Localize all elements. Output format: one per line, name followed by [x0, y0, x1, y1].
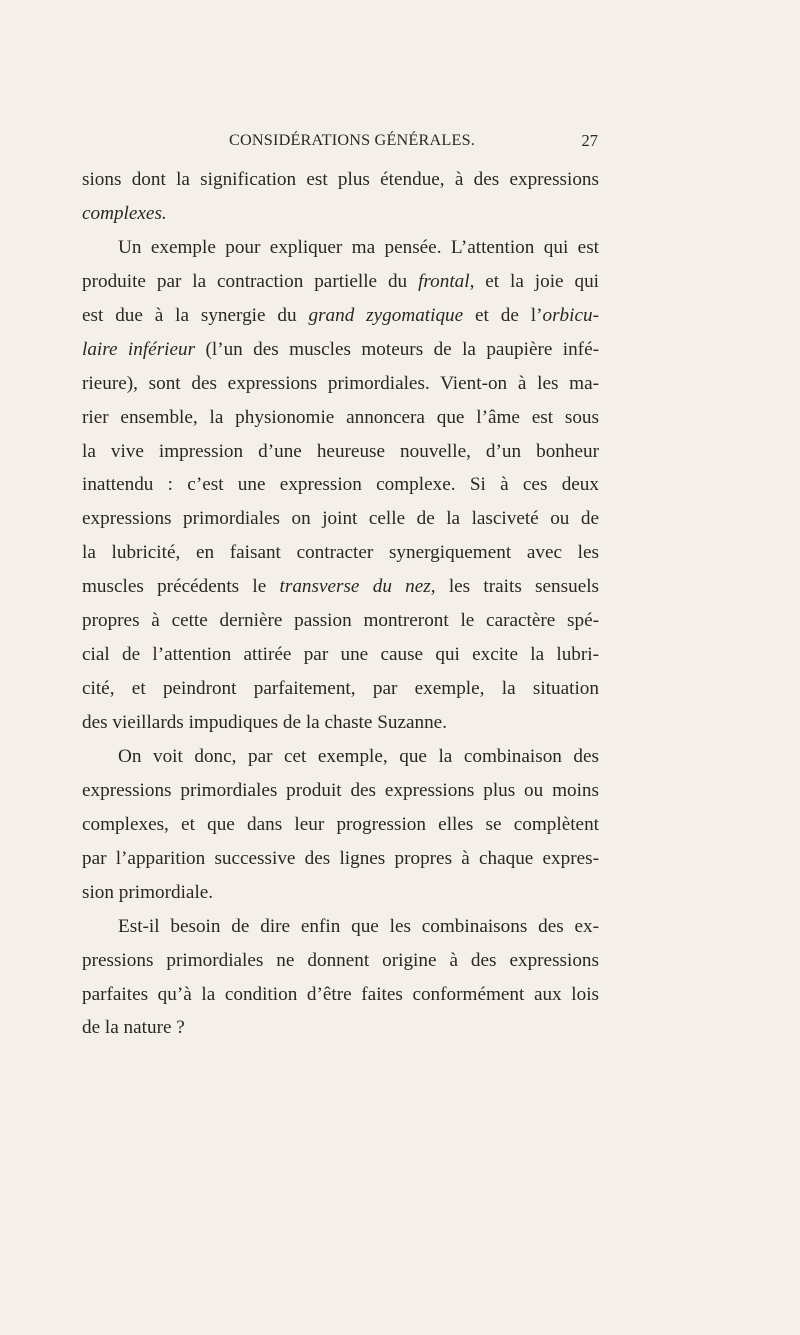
text-line: sion primordiale. [82, 881, 214, 903]
text-line: complexes, et que dans leur progression elles se complètent [82, 813, 599, 835]
text-line: Est-il besoin de dire enfin que les combinaisons des ex- [118, 915, 599, 937]
italic-term: complexes. [82, 202, 167, 224]
paragraph [82, 163, 599, 231]
text-line: expressions primordiales produit des expressions plus ou moins [82, 779, 599, 801]
text-line: produite par la contraction partielle du frontal, et la joie qui [82, 270, 599, 292]
text-line: est due à la synergie du grand zygomatique et de l’orbicu- [82, 304, 599, 326]
paragraph [82, 740, 599, 910]
italic-term: transverse du nez [279, 576, 431, 598]
text-line: par l’apparition successive des lignes propres à chaque expres- [82, 847, 599, 869]
text-line: propres à cette dernière passion montreront le caractère spé- [82, 610, 599, 632]
text-line: rier ensemble, la physionomie annoncera que l’âme est sous [82, 406, 599, 428]
body-text [82, 163, 599, 1045]
text-line: de la nature ? [82, 1017, 185, 1039]
text-line: On voit donc, par cet exemple, que la combinaison des [118, 745, 599, 767]
paragraph [82, 910, 599, 1046]
text-line: cité, et peindront parfaitement, par exemple, la situation [82, 678, 599, 700]
running-head: CONSIDÉRATIONS GÉNÉRALES. [229, 131, 476, 149]
text-line: rieure), sont des expressions primordiales. Vient-on à les ma- [82, 372, 599, 394]
text-line: Un exemple pour expliquer ma pensée. L’attention qui est [118, 236, 599, 258]
italic-term: grand zygomatique [308, 304, 464, 326]
text-line: expressions primordiales on joint celle de la lasciveté ou de [82, 508, 599, 530]
text-line: parfaites qu’à la condition d’être faites conformément aux lois [82, 983, 599, 1005]
text-line: inattendu : c’est une expression complexe. Si à ces deux [82, 474, 599, 496]
text-line: cial de l’attention attirée par une cause qui excite la lubri- [82, 644, 599, 666]
text-line [82, 197, 599, 231]
text-line: sions dont la signification est plus étendue, à des expressions [82, 169, 599, 190]
text-line: muscles précédents le transverse du nez, les traits sensuels [82, 576, 599, 598]
page-number: 27 [581, 131, 598, 150]
italic-term: orbicu- [542, 304, 599, 326]
text-line: pressions primordiales ne donnent origine à des expressions [82, 949, 599, 971]
text-line: laire inférieur (l’un des muscles moteurs de la paupière infé- [82, 338, 599, 360]
italic-term: laire inférieur [82, 338, 196, 360]
text-line: la vive impression d’une heureuse nouvelle, d’un bonheur [82, 440, 599, 462]
italic-term: frontal [418, 270, 470, 292]
text-line: des vieillards impudiques de la chaste Suzanne. [82, 712, 447, 733]
paragraph [82, 231, 599, 740]
text-line: la lubricité, en faisant contracter synergiquement avec les [82, 542, 599, 564]
page-header [229, 131, 598, 155]
